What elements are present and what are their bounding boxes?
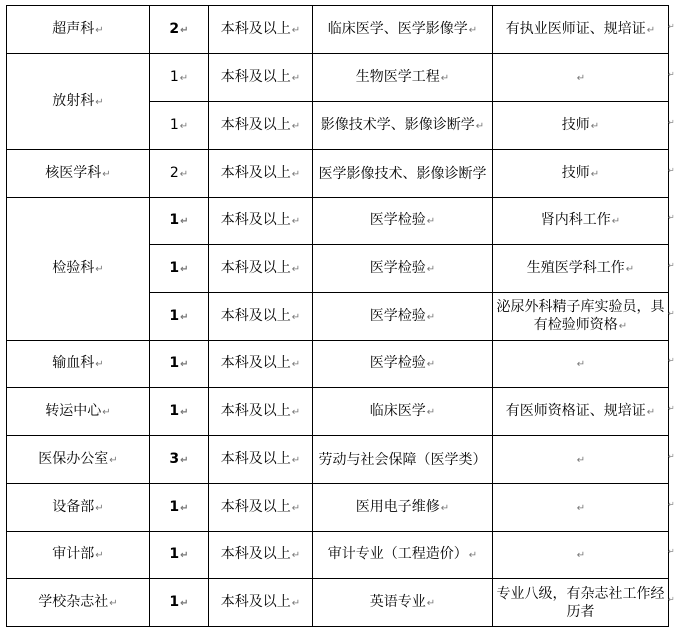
paragraph-mark-icon [102,407,110,418]
row-end-mark-icon [668,547,674,556]
major-cell: 医学影像技术、影像诊断学 [313,150,493,198]
row-end-mark-icon [668,452,674,461]
paragraph-mark-icon [577,73,585,84]
paragraph-mark-icon [180,550,188,561]
table-row [7,6,669,54]
paragraph-mark-icon [180,216,188,227]
paragraph-mark-icon [180,121,188,132]
paragraph-mark-icon [95,264,103,275]
count-cell: 1 ↵ [150,198,209,245]
row-end-mark-icon [668,500,674,509]
paragraph-mark-icon [95,550,103,561]
major-cell: 生物医学工程 ↵ [313,54,493,102]
table-row [7,532,669,579]
paragraph-mark-icon [577,503,585,514]
dept-cell: 核医学科 ↵ [7,150,150,198]
paragraph-mark-icon [427,216,435,227]
count-cell: 1 ↵ [150,341,209,388]
table-row [7,341,669,388]
education-cell: 本科及以上 ↵ [209,102,313,150]
table-row [7,388,669,436]
education-cell: 本科及以上 ↵ [209,198,313,245]
recruitment-table [6,5,669,627]
row-end-mark-icon [668,22,674,31]
requirement-cell: 技师 ↵ [493,150,669,198]
education-cell: 本科及以上 ↵ [209,293,313,341]
education-cell: 本科及以上 ↵ [209,341,313,388]
requirement-cell [493,484,669,532]
paragraph-mark-icon [95,359,103,370]
paragraph-mark-icon [180,264,188,275]
paragraph-mark-icon [180,25,188,36]
paragraph-mark-icon [577,550,585,561]
requirement-cell: 生殖医学科工作 ↵ [493,245,669,293]
requirement-cell [493,436,669,484]
row-end-mark-icon [668,118,674,127]
major-cell: 英语专业 ↵ [313,579,493,627]
major-cell: 医用电子维修 ↵ [313,484,493,532]
paragraph-mark-icon [292,73,300,84]
table-row [7,150,669,198]
education-cell: 本科及以上 ↵ [209,54,313,102]
paragraph-mark-icon [427,264,435,275]
paragraph-mark-icon [577,359,585,370]
row-end-mark-icon [668,70,674,79]
requirement-cell [493,532,669,579]
major-cell: 审计专业（工程造价） ↵ [313,532,493,579]
education-cell: 本科及以上 ↵ [209,436,313,484]
count-cell: 2 ↵ [150,150,209,198]
major-cell: 医学检验 ↵ [313,293,493,341]
count-cell: 1 ↵ [150,54,209,102]
paragraph-mark-icon [180,455,188,466]
paragraph-mark-icon [292,407,300,418]
paragraph-mark-icon [292,216,300,227]
count-cell: 1 ↵ [150,293,209,341]
paragraph-mark-icon [292,455,300,466]
paragraph-mark-icon [612,216,620,227]
paragraph-mark-icon [591,169,599,180]
dept-cell: 放射科 ↵ [7,54,150,150]
paragraph-mark-icon [180,312,188,323]
dept-cell: 审计部 ↵ [7,532,150,579]
requirement-cell: 技师 ↵ [493,102,669,150]
paragraph-mark-icon [626,264,634,275]
dept-cell: 医保办公室 ↵ [7,436,150,484]
paragraph-mark-icon [292,312,300,323]
paragraph-mark-icon [427,312,435,323]
paragraph-mark-icon [292,121,300,132]
major-cell: 医学检验 ↵ [313,198,493,245]
paragraph-mark-icon [292,359,300,370]
row-end-mark-icon [668,213,674,222]
paragraph-mark-icon [180,503,188,514]
requirement-cell: 有医师资格证、规培证 ↵ [493,388,669,436]
table-row [7,436,669,484]
row-end-mark-icon [668,261,674,270]
count-cell: 3 ↵ [150,436,209,484]
row-end-mark-icon [668,166,674,175]
row-end-marks [668,0,674,629]
paragraph-mark-icon [427,598,435,609]
education-cell: 本科及以上 ↵ [209,388,313,436]
paragraph-mark-icon [292,550,300,561]
paragraph-mark-icon [180,407,188,418]
major-cell: 临床医学、医学影像学 ↵ [313,6,493,54]
count-cell: 1 ↵ [150,245,209,293]
count-cell: 1 ↵ [150,579,209,627]
paragraph-mark-icon [647,407,655,418]
row-end-mark-icon [668,356,674,365]
requirement-cell: 有执业医师证、规培证 ↵ [493,6,669,54]
paragraph-mark-icon [591,121,599,132]
education-cell: 本科及以上 ↵ [209,6,313,54]
requirement-cell [493,341,669,388]
row-end-mark-icon [668,404,674,413]
paragraph-mark-icon [292,503,300,514]
requirement-cell [493,54,669,102]
paragraph-mark-icon [95,503,103,514]
requirement-cell: 泌尿外科精子库实验员，具有检验师资格 ↵ [493,293,669,341]
paragraph-mark-icon [441,73,449,84]
dept-cell: 设备部 ↵ [7,484,150,532]
education-cell: 本科及以上 ↵ [209,245,313,293]
paragraph-mark-icon [292,25,300,36]
paragraph-mark-icon [180,598,188,609]
paragraph-mark-icon [109,455,117,466]
paragraph-mark-icon [469,25,477,36]
dept-cell: 学校杂志社 ↵ [7,579,150,627]
dept-cell: 超声科 ↵ [7,6,150,54]
table-row [7,198,669,245]
major-cell: 医学检验 ↵ [313,245,493,293]
paragraph-mark-icon [292,264,300,275]
paragraph-mark-icon [180,359,188,370]
paragraph-mark-icon [469,550,477,561]
dept-cell: 转运中心 ↵ [7,388,150,436]
paragraph-mark-icon [109,598,117,609]
paragraph-mark-icon [619,321,627,332]
paragraph-mark-icon [647,25,655,36]
paragraph-mark-icon [95,97,103,108]
requirement-cell: 肾内科工作 ↵ [493,198,669,245]
table-row [7,484,669,532]
paragraph-mark-icon [577,455,585,466]
major-cell: 影像技术学、影像诊断学 ↵ [313,102,493,150]
table-row [7,54,669,102]
table-row [7,579,669,627]
count-cell: 2 ↵ [150,6,209,54]
education-cell: 本科及以上 ↵ [209,150,313,198]
paragraph-mark-icon [427,359,435,370]
row-end-mark-icon [668,309,674,318]
major-cell: 临床医学 ↵ [313,388,493,436]
requirement-cell: 专业八级，有杂志社工作经历者 [493,579,669,627]
paragraph-mark-icon [292,169,300,180]
paragraph-mark-icon [102,169,110,180]
paragraph-mark-icon [180,73,188,84]
education-cell: 本科及以上 ↵ [209,579,313,627]
paragraph-mark-icon [95,25,103,36]
paragraph-mark-icon [180,169,188,180]
row-end-mark-icon [668,595,674,604]
education-cell: 本科及以上 ↵ [209,484,313,532]
count-cell: 1 ↵ [150,102,209,150]
count-cell: 1 ↵ [150,484,209,532]
count-cell: 1 ↵ [150,532,209,579]
major-cell: 医学检验 ↵ [313,341,493,388]
dept-cell: 输血科 ↵ [7,341,150,388]
education-cell: 本科及以上 ↵ [209,532,313,579]
paragraph-mark-icon [476,121,484,132]
dept-cell: 检验科 ↵ [7,198,150,341]
major-cell: 劳动与社会保障（医学类） [313,436,493,484]
paragraph-mark-icon [441,503,449,514]
count-cell: 1 ↵ [150,388,209,436]
paragraph-mark-icon [292,598,300,609]
paragraph-mark-icon [427,407,435,418]
